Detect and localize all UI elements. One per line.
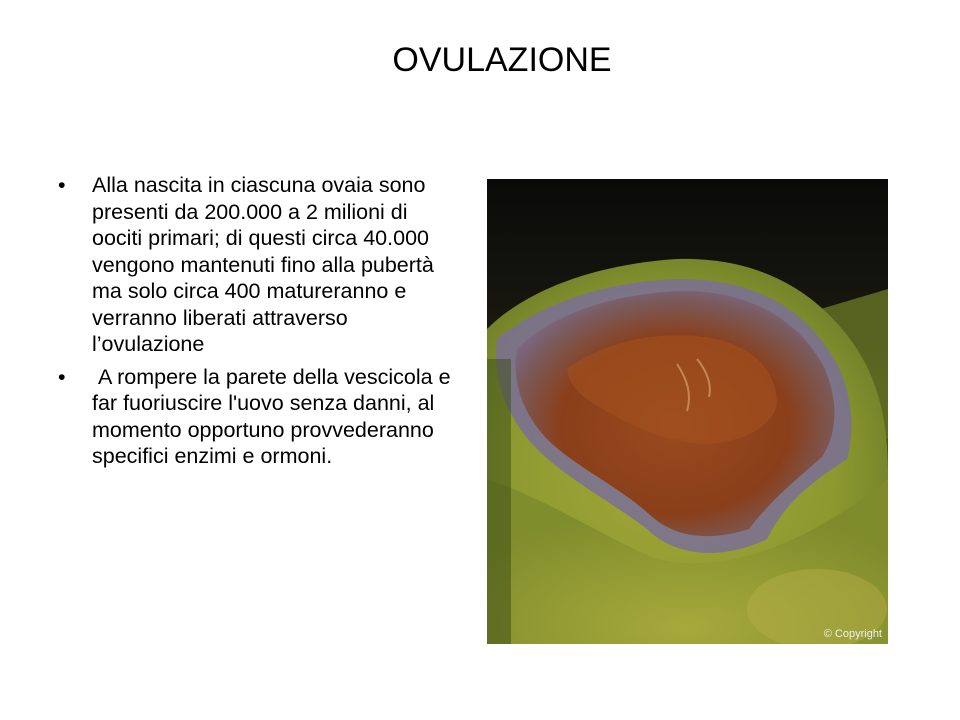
- bullet-item: [58, 364, 462, 470]
- bullet-item: [58, 172, 462, 358]
- bullet-text: A rompere la parete della vescicola e far fuoriuscire l'uovo senza danni, al momento opportuno provvederanno specifici enzimi e ormoni.: [92, 364, 457, 468]
- ovulation-micrograph-image: [487, 179, 888, 644]
- copyright-watermark: © Copyright: [823, 628, 882, 640]
- bullet-text: Alla nascita in ciascuna ovaia sono presenti da 200.000 a 2 milioni di oociti primari; di questi circa 40.000 vengono mantenuti fino alla pubertà ma solo circa 400 matureranno e verranno liberati attraverso l’ovulazione: [92, 173, 434, 356]
- bullet-marker: •: [58, 364, 66, 389]
- ovary-follicle-illustration: [487, 179, 888, 644]
- bullet-list: [58, 172, 462, 476]
- bullet-marker: •: [58, 173, 66, 197]
- slide-title: OVULAZIONE: [392, 41, 612, 79]
